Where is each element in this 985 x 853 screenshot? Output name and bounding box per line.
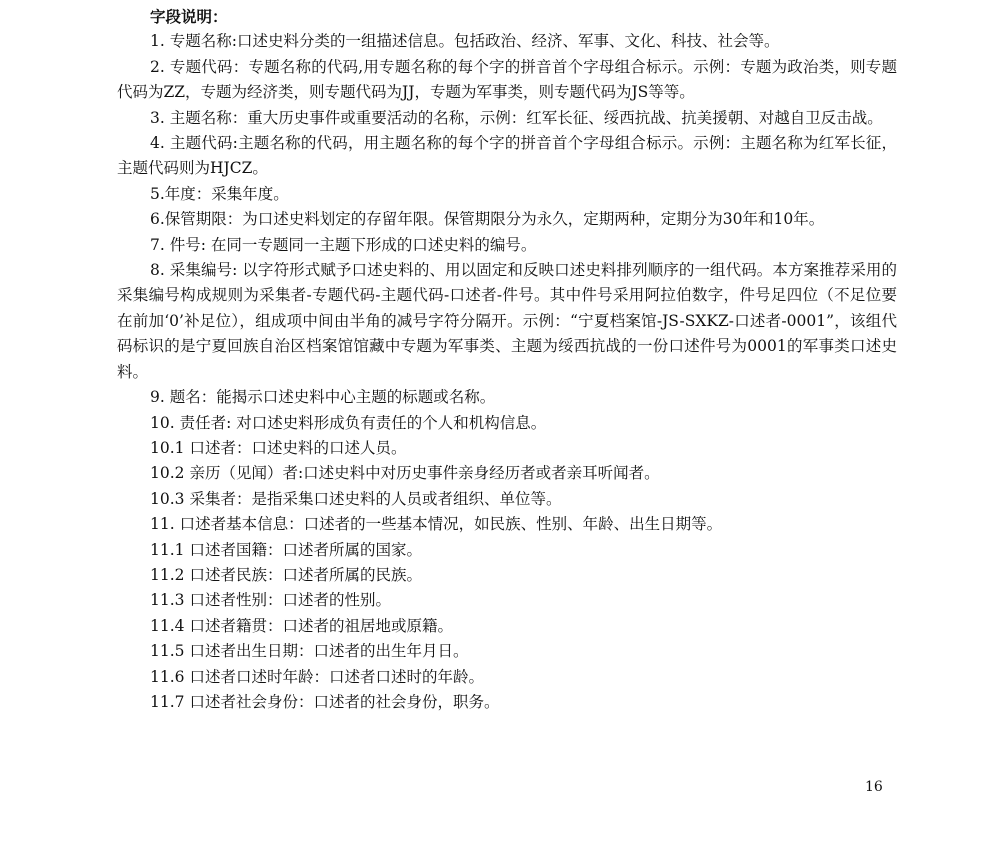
section-heading: 字段说明： [150,7,228,26]
page-number: 16 [865,779,883,795]
paragraph-year: 5.年度：采集年度。 [150,184,289,203]
paragraph-narrator-gender: 11.3 口述者性别：口述者的性别。 [150,591,391,610]
paragraph-narrator-birth-date: 11.5 口述者出生日期：口述者的出生年月日。 [150,642,469,661]
field-description-body [117,4,897,715]
paragraph-narrator-ethnicity: 11.2 口述者民族：口述者所属的民族。 [150,565,422,584]
paragraph-collector: 10.3 采集者：是指采集口述史料的人员或者组织、单位等。 [150,489,562,508]
paragraph-witness: 10.2 亲历（见闻）者:口述史料中对历史事件亲身经历者或者亲耳听闻者。 [150,464,660,483]
paragraph-narrator-native-place: 11.4 口述者籍贯：口述者的祖居地或原籍。 [150,616,453,635]
paragraph-title: 9. 题名：能揭示口述史料中心主题的标题或名称。 [150,388,496,407]
paragraph-topic-code: 2. 专题代码：专题名称的代码,用专题名称的每个字的拼音首个字母组合标示。示例：专题为政治类，则专题代码为ZZ，专题为经济类，则专题代码为JJ，专题为军事类，则专题代码为JS等等。 [117,57,897,102]
paragraph-subject-name: 3. 主题名称：重大历史事件或重要活动的名称，示例：红军长征、绥西抗战、抗美援朝、对越自卫反击战。 [150,108,883,127]
paragraph-narrator-basic-info: 11. 口述者基本信息：口述者的一些基本情况，如民族、性别、年龄、出生日期等。 [150,515,723,534]
paragraph-collection-number: 8. 采集编号: 以字符形式赋予口述史料的、用以固定和反映口述史料排列顺序的一组代码。本方案推荐采用的采集编号构成规则为采集者-专题代码-主题代码-口述者-件号。其中件号采用阿拉伯数字，件号足四位（不足位要在前加‘0’补足位），组成项中间由半角的减号字符分隔开。示例：“宁夏档案馆-JS-SXKZ-口述者-0001”，该组代码标识的是宁夏回族自治区档案馆馆藏中专题为军事类、主题为绥西抗战的一份口述件号为0001的军事类口述史料。 [117,261,897,381]
paragraph-narrator: 10.1 口述者：口述史料的口述人员。 [150,438,407,457]
paragraph-subject-code: 4. 主题代码:主题名称的代码，用主题名称的每个字的拼音首个字母组合标示。示例：主题名称为红军长征，主题代码则为HJCZ。 [117,134,897,178]
paragraph-topic-name: 1. 专题名称:口述史料分类的一组描述信息。包括政治、经济、军事、文化、科技、社会等。 [150,32,780,51]
paragraph-retention-period: 6.保管期限：为口述史料划定的存留年限。保管期限分为永久，定期两种，定期分为30年和10年。 [150,210,825,229]
paragraph-narrator-nationality: 11.1 口述者国籍：口述者所属的国家。 [150,540,422,559]
paragraph-item-number: 7. 件号: 在同一专题同一主题下形成的口述史料的编号。 [150,235,537,254]
paragraph-narrator-social-identity: 11.7 口述者社会身份：口述者的社会身份，职务。 [150,692,500,711]
paragraph-responsible-party: 10. 责任者: 对口述史料形成负有责任的个人和机构信息。 [150,413,547,432]
paragraph-narrator-age: 11.6 口述者口述时年龄：口述者口述时的年龄。 [150,667,484,686]
